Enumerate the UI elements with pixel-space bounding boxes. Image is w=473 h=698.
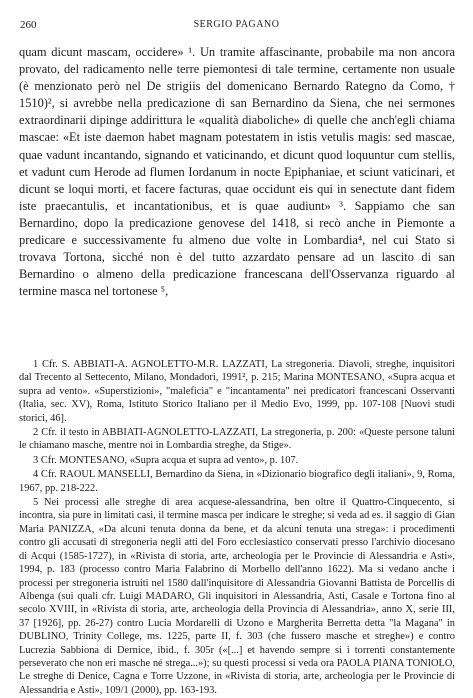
running-head: SERGIO PAGANO bbox=[193, 19, 280, 30]
footnote-3 bbox=[19, 454, 455, 467]
footnote-number: 1 bbox=[33, 359, 39, 370]
footnote-text: Cfr. MONTESANO, «Supra acqua et supra ad vento», p. 107. bbox=[40, 454, 299, 466]
footnote-5 bbox=[19, 496, 455, 697]
main-text bbox=[19, 44, 455, 300]
footnote-number: 3 bbox=[33, 454, 39, 466]
footnote-text: Nei processi alle streghe di area acquese-alessandrina, ben oltre il Quattro-Cinquecento, si incontra, sia pure in limitati casi, il termine masca per indicare le streghe; si veda ad es. il saggio di Gian Maria PANIZZA, «Da alcuni tenuta donna da bene, et da alcuni tenuta una strega»: i procedimenti contro gli accusati di stregoneria negli atti del Foro ecclesiastico conservati presso l'archivio diocesano di Acqui (1585-1727), in «Rivista di storia, arte, archeologia per le Provincie di Alessandria e Asti», 1994, p. 183 (processo contro Maria Falabrino di Morbello dell'anno 1622). Ma si vedano anche i processi per stregoneria istruiti nel 1580 dall'inquisitore di Alessandria Giovanni Battista de Porcellis di Albenga (sui quali cfr. Luigi MADARO, Gli inquisitori in Alessandria, Asti, Casale e Tortona fino al secolo XVIII, in «Rivista di storia, arte, archeologia della Provincia di Alessandria», anno X, serie III, 37 [1926], pp. 26-27) contro Lucia Mordarelli di Uzono e Margherita Berretta detta "la Magana" in DUBLINO, Trinity College, ms. 1225, parte II, f. 303 (che fussero masche et streghe») e contro Lucrezia Sabbiona di Dernice, ibid., f. 305r («[...] et havendo sempre si i torrenti constantemente perseverato che non eri masche né strega...»); su questi processi si veda ora PAOLA PIANA TONIOLO, Le streghe di Denice, Cagna e Torre Uzzone, in «Rivista di storia, arte, archeologia per le Provincie di Alessandria e Asti», 109/1 (2000), pp. 163-193. bbox=[19, 497, 455, 696]
footnote-1 bbox=[19, 358, 455, 425]
footnote-number: 2 bbox=[33, 427, 39, 439]
footnote-4 bbox=[19, 468, 455, 495]
footnote-text: Cfr. S. ABBIATI-A. AGNOLETTO-M.R. LAZZATI, La stregoneria. Diavoli, streghe, inquisitori dal Trecento al Settecento, Milano, Mondadori, 1991², p. 215; Marina MONTESANO, «Supra acqua et supra ad vento». «Superstizioni», "maleficia" e "incantamenta" nei predicatori francescani Osservanti (Italia, sec. XV), Roma, Istituto Storico Italiano per il Medio Evo, 1999, pp. 107-108 [Nuovi studi storici, 46]. bbox=[19, 359, 455, 424]
page-number: 260 bbox=[20, 19, 37, 31]
footnote-text: Cfr. RAOUL MANSELLI, Bernardino da Siena, in «Dizionario biografico degli italiani», 9, Roma, 1967, pp. 218-222. bbox=[19, 469, 455, 494]
footnote-number: 5 bbox=[33, 497, 39, 509]
body-paragraph: quam dicunt mascam, occidere» ¹. Un tramite affascinante, probabile ma non ancora provato, del radicamento nelle terre piemontesi di tale termine, certamente non usuale (è menzionato però nel De strigiis del domenicano Bernardo Rategno da Como, † 1510)², si avrebbe nella predicazione di san Bernardino da Siena, che nei sermones extraordinarii dipinge addirittura le «qualità diaboliche» di quelle che anch'egli chiama mascae: «Et iste daemon habet magnam potestatem in istis vetulis magis: sed mascae, quae vadunt incantando, signando et vaticinando, et dicunt quod loquuntur cum stellis, et vadunt cum Herode ad flumen Iordanum in nocte Epiphaniae, et sciunt vaticinari, et dicunt se loqui morti, et facere facturas, quae occidunt eis qui in senectute dant fidem iste praecantulis, et incantationibus, et is quae audiunt» ³. Sappiamo che san Bernardino, dopo la predicazione genovese del 1418, si recò anche in Piemonte a predicare e successivamente fu almeno due volte in Lombardia⁴, nel cui Stato si trovava Tortona, sicché non è del tutto azzardato pensare ad un lascito di san Bernardino o almeno della predicazione francescana dell'Osservanza riguardo al termine masca nel tortonese ⁵, bbox=[19, 45, 455, 299]
footnotes bbox=[19, 358, 455, 698]
footnote-text: Cfr. il testo in ABBIATI-AGNOLETTO-LAZZATI, La stregoneria, p. 200: «Queste persone taluni le chiamano masche, mentre noi in Lombardia streghe, da Stige». bbox=[19, 427, 455, 452]
page-header bbox=[20, 19, 453, 33]
footnote-number: 4 bbox=[33, 469, 39, 481]
footnote-2 bbox=[19, 426, 455, 453]
